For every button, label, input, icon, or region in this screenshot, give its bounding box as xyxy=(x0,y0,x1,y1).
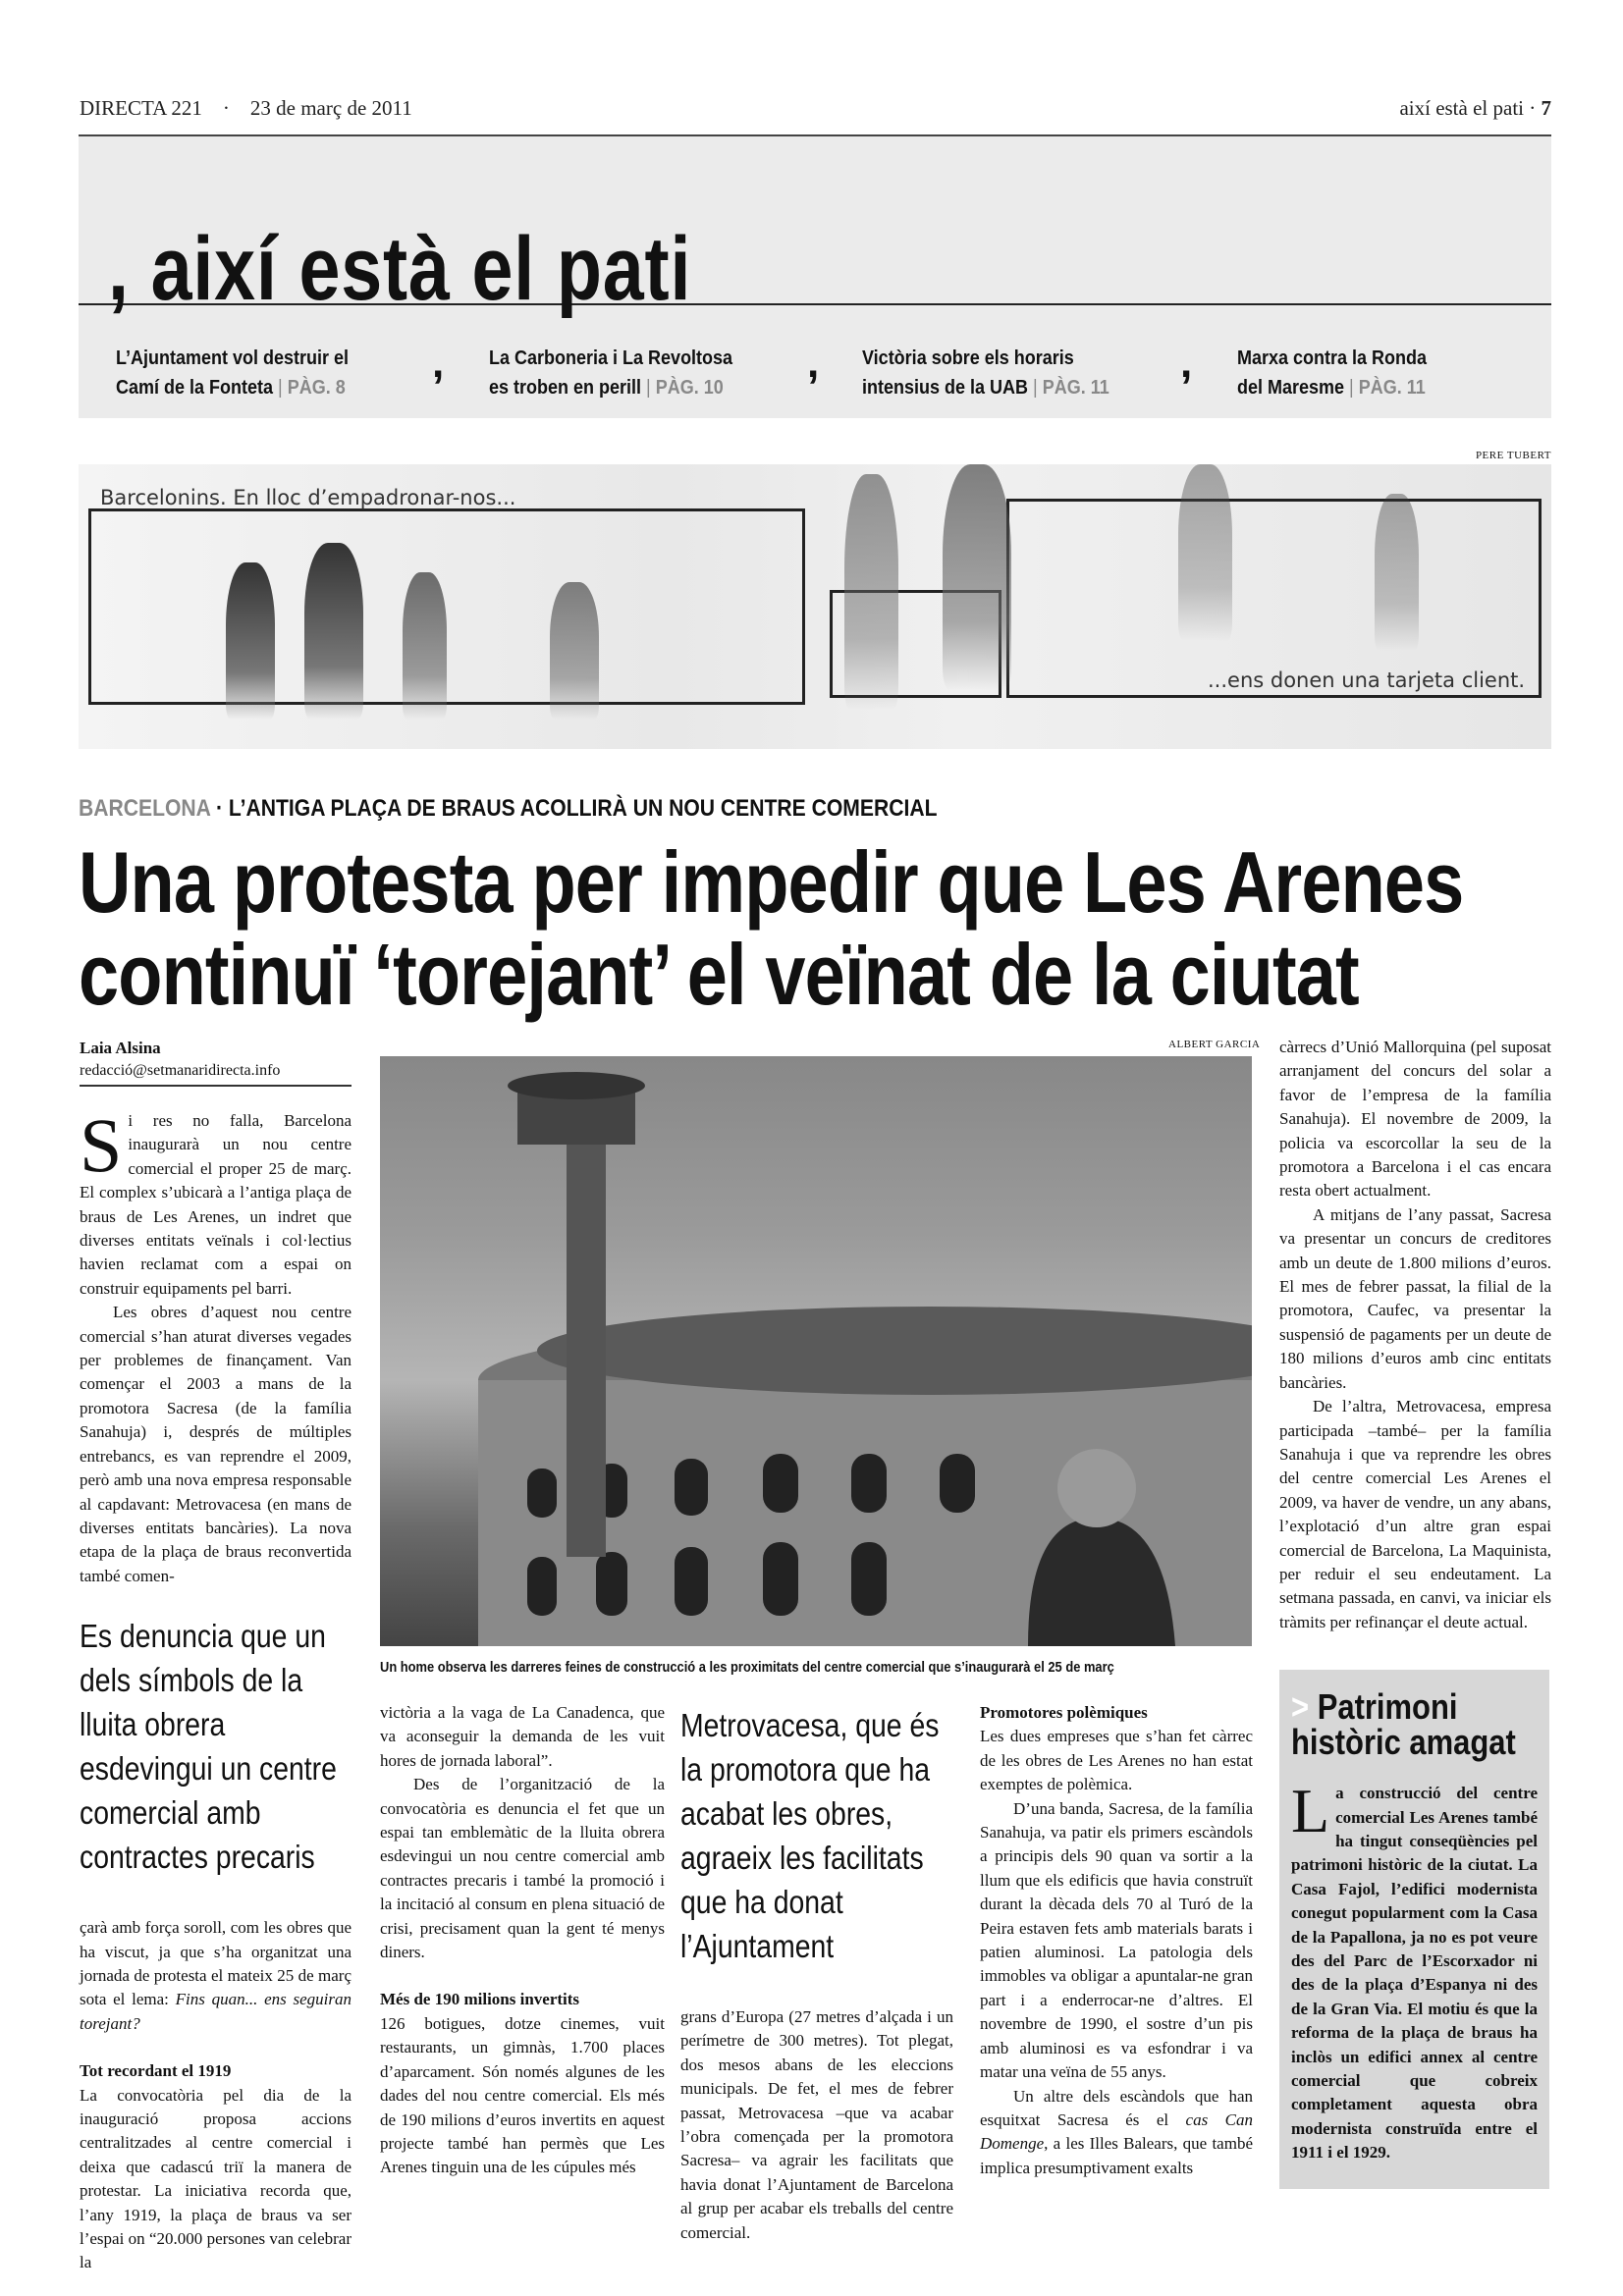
pull-quote: Es denuncia que un dels símbols de la lluita obrera esdevingui un centre comercial amb contractes precaris xyxy=(80,1618,337,1876)
drop-cap: S xyxy=(80,1102,123,1188)
teaser-line: intensius de la UAB xyxy=(862,377,1029,399)
sidebar-title-line: històric amagat xyxy=(1291,1722,1516,1763)
figure-silhouette xyxy=(304,543,363,720)
article-column-5 xyxy=(1279,1036,1551,1634)
paragraph: , a les Illes Balears, que també implica presumptivament exalts xyxy=(980,2134,1253,2177)
teaser-line: del Maresme xyxy=(1237,377,1345,399)
sidebar-title xyxy=(1291,1686,1544,1763)
pull-quote: Metrovacesa, que és la promotora que ha acabat les obres, agraeix les facilitats que ha donat l’Ajuntament xyxy=(680,1707,940,1964)
banner-text-top: Barcelonins. En lloc d’empadronar-nos... xyxy=(100,486,516,509)
paragraph: De l’altra, Metrovacesa, empresa participada –també– per la família Sanahuja i que va reprendre les obres del centre comercial Les Arenes el 2009, va haver de vendre, un any abans, l’explotació d’un altre gran espai comercial de Barcelona, La Maquinista, per reduir el seu endeutament. La setmana passada, en canvi, va iniciar els tràmits per refinançar el deute actual. xyxy=(1279,1397,1551,1631)
section-comma: , xyxy=(108,219,130,319)
teaser-bar: | xyxy=(1349,377,1354,399)
teaser-page: PÀG. 8 xyxy=(287,377,346,399)
paragraph: D’una banda, Sacresa, de la família Sanahuja, va patir els primers escàndols a principis dels 90 quan va sortir a la llum que els edificis que havia construït durant la dècada dels 70 al Turó de la Peira estaven fets amb materials barats i patien aluminosi. La patologia dels immobles va obligar a apuntalar-ne gran part i a enderrocar-ne d’altres. El novembre de 1990, el sostre d’un pis amb aluminosi es va esfondrar i va matar una veïna de 55 anys. xyxy=(980,1798,1253,2082)
teaser-line: Camí de la Fonteta xyxy=(116,377,274,399)
paragraph: victòria a la vaga de La Canadenca, que va aconseguir la demanda de les vuit hores de jornada laboral”. xyxy=(380,1703,665,1770)
paragraph: 126 botigues, dotze cinemes, vuit restaurants, un gimnàs, 1.700 places d’aparcament. Són només algunes de les dades del nou centre comercial. Els més de 190 milions d’euros invertits en aquest projecte també han permès que Les Arenes tinguin una de les cúpules més xyxy=(380,2013,665,2177)
author-email[interactable]: redacció@setmanaridirecta.info xyxy=(80,1062,352,1087)
folio-dot: · xyxy=(222,96,230,120)
drop-cap: L xyxy=(1291,1776,1330,1846)
arrow-icon: > xyxy=(1291,1686,1310,1728)
section-title xyxy=(108,219,692,319)
paragraph: çarà amb força soroll, com les obres que ha viscut, ja que s’ha organitzat una jornada de protesta el mateix 25 de març sota el lema: xyxy=(80,1918,352,2009)
article-column-1 xyxy=(80,1102,352,2275)
paragraph: Les obres d’aquest nou centre comercial s’han aturat diverses vegades per problemes de finançament. Van començar el 2003 a mans de la promotora Sacresa (de la família Sanahuja) i, després de múltiples entrebancs, es van reprendre el 2009, però amb una nova empresa responsable al capdavant: Metrovacesa (en mans de diverses entitats bancàries). La nova etapa de la plaça de braus reconvertida també comen- xyxy=(80,1303,352,1585)
section-title-text: així està el pati xyxy=(150,219,692,319)
figure-silhouette xyxy=(943,464,1011,690)
teaser-link[interactable] xyxy=(116,344,381,402)
teaser-separator: , xyxy=(1180,339,1193,387)
teaser-separator: , xyxy=(807,339,820,387)
teaser-bar: | xyxy=(1033,377,1038,399)
paragraph: i res no falla, Barcelona inaugurarà un nou centre comercial el proper 25 de març. El complex s’ubicarà a l’antiga plaça de braus de Les Arenes, un indret que diverses entitats veïnals i col·lectius havien reclamat com a espai on construir equipaments pel barri. xyxy=(80,1111,352,1298)
folio-dot: · xyxy=(1529,96,1537,120)
subhead: Més de 190 milions invertits xyxy=(380,1990,580,2009)
figure-silhouette xyxy=(550,582,599,720)
article-kicker xyxy=(79,795,938,823)
folio-left xyxy=(80,96,412,121)
pull-quote-wrapper xyxy=(680,1703,953,1988)
banner-text-bottom: ...ens donen una tarjeta client. xyxy=(1208,668,1526,692)
frame xyxy=(88,508,805,705)
teaser-line: Marxa contra la Ronda xyxy=(1237,347,1428,369)
paragraph: La convocatòria pel dia de la inauguració proposa accions centralitzades al centre comercial i deixa que cadascú triï la manera de protestar. La iniciativa recorda que, l’any 1919, la plaça de braus va ser l’espai on “20.000 persones van celebrar la xyxy=(80,2085,352,2272)
paragraph: Les dues empreses que s’han fet càrrec de les obres de Les Arenes no han estat exemptes de polèmica. xyxy=(980,1727,1253,1794)
paragraph: grans d’Europa (27 metres d’alçada i un perímetre de 300 metres). Tot plegat, dos mesos abans de les eleccions municipals. De fet, el mes de febrer passat, Metrovacesa –que va acabar l’obra començada per la promotora Sacresa– va agrair les facilitats que havia donat l’Ajuntament de Barcelona al grup per acabar els treballs del centre comercial. xyxy=(680,2007,953,2242)
paragraph: A mitjans de l’any passat, Sacresa va presentar un concurs de creditores amb un deute de 1.800 milions d’euros. El mes de febrer passat, la filial de la promotora, Caufec, va presentar la suspensió de pagaments per un deute de 180 milions d’euros amb cinc entitats bancàries. xyxy=(1279,1204,1551,1392)
sidebar-text xyxy=(1291,1776,1538,2165)
right-column xyxy=(1279,1036,1551,2189)
photo-credit: PERE TUBERT xyxy=(1475,450,1551,461)
folio-right xyxy=(1399,96,1551,121)
teaser-line: Victòria sobre els horaris xyxy=(862,347,1074,369)
subhead: Tot recordant el 1919 xyxy=(80,2061,232,2081)
teaser-link[interactable] xyxy=(489,344,754,402)
publication-date: 23 de març de 2011 xyxy=(249,96,412,120)
teaser-line: L’Ajuntament vol destruir el xyxy=(116,347,350,369)
kicker-text: · L’ANTIGA PLAÇA DE BRAUS ACOLLIRÀ UN NOU CENTRE COMERCIAL xyxy=(210,795,938,822)
page-number: 7 xyxy=(1541,96,1551,120)
sidebar-box xyxy=(1279,1670,1549,2189)
teaser-link[interactable] xyxy=(862,344,1127,402)
teaser-link[interactable] xyxy=(1237,344,1502,402)
article-column-4 xyxy=(980,1701,1253,2180)
protest-slogan: Fins quan... ens seguiran torejant? xyxy=(80,1990,352,2033)
section-name: així està el pati xyxy=(1399,96,1524,120)
figure-silhouette xyxy=(1178,464,1232,641)
author-name: Laia Alsina xyxy=(80,1039,161,1057)
paragraph: càrrecs d’Unió Mallorquina (pel suposat arranjament del concurs del solar a favor de l’empresa de la família Sanahuja). El novembre de 2009, la policia va escorcollar la seu de la promotora a Barcelona i el cas encara resta obert actualment. xyxy=(1279,1038,1551,1201)
article-column-2 xyxy=(380,1701,665,2180)
banner-illustration xyxy=(79,464,1551,749)
headline-line: Una protesta per impedir que Les Arenes xyxy=(79,833,1464,931)
article-headline xyxy=(79,833,1481,1023)
teaser-bar: | xyxy=(278,377,283,399)
figure-silhouette xyxy=(844,474,898,710)
photo-credit: ALBERT GARCIA xyxy=(1168,1039,1261,1050)
pull-quote-wrapper xyxy=(80,1614,352,1898)
headline-line: continuï ‘torejant’ el veïnat de la ciutat xyxy=(79,926,1359,1023)
figure-silhouette xyxy=(226,562,275,720)
teaser-page: PÀG. 11 xyxy=(1358,377,1426,399)
paragraph: a construcció del centre comercial Les Arenes també ha tingut conseqüències pel patrimoni històric de la ciutat. La Casa Fajol, l’edifici modernista conegut popularment com la Casa de la Papallona, ja no es pot veure des del Parc de l’Escorxador ni des de la plaça d’Espanya ni des de la Gran Via. El motiu és que la reforma de la plaça de braus ha inclòs un edifici annex al centre comercial que cobreix completament aquesta obra modernista construïda entre el 1911 i el 1929. xyxy=(1291,1784,1538,2163)
case-name: cas Can Domenge xyxy=(980,2109,1254,2154)
figure-silhouette xyxy=(1375,494,1419,651)
publication-issue: DIRECTA 221 xyxy=(80,96,202,120)
article-column-3 xyxy=(680,1703,953,2245)
teaser-page: PÀG. 10 xyxy=(655,377,724,399)
sidebar-title-line: Patrimoni xyxy=(1317,1686,1458,1728)
top-rule xyxy=(79,134,1551,136)
article-photo xyxy=(380,1056,1252,1646)
figure-silhouette xyxy=(403,572,447,720)
paragraph: Des de l’organització de la convocatòria es denuncia el fet que un espai tan emblemàtic de la lluita obrera esdevingui un nou centre comercial amb contractes precaris i també la promoció i la incitació al consum en plena situació de crisi, precisament quan la gent té menys diners. xyxy=(380,1775,665,1962)
teaser-separator: , xyxy=(432,339,445,387)
subhead: Promotores polèmiques xyxy=(980,1703,1148,1722)
teaser-bar: | xyxy=(646,377,651,399)
kicker-place: BARCELONA xyxy=(79,795,211,822)
bullring-illustration xyxy=(380,1056,1252,1646)
paragraph: Un altre dels escàndols que han esquitxat Sacresa és el xyxy=(980,2086,1253,2129)
teaser-page: PÀG. 11 xyxy=(1042,377,1109,399)
teaser-line: La Carboneria i La Revoltosa xyxy=(489,347,733,369)
teaser-line: es troben en perill xyxy=(489,377,642,399)
photo-caption: Un home observa les darreres feines de construcció a les proximitats del centre comercial que s’inaugurarà el 25 de març xyxy=(380,1659,1114,1676)
